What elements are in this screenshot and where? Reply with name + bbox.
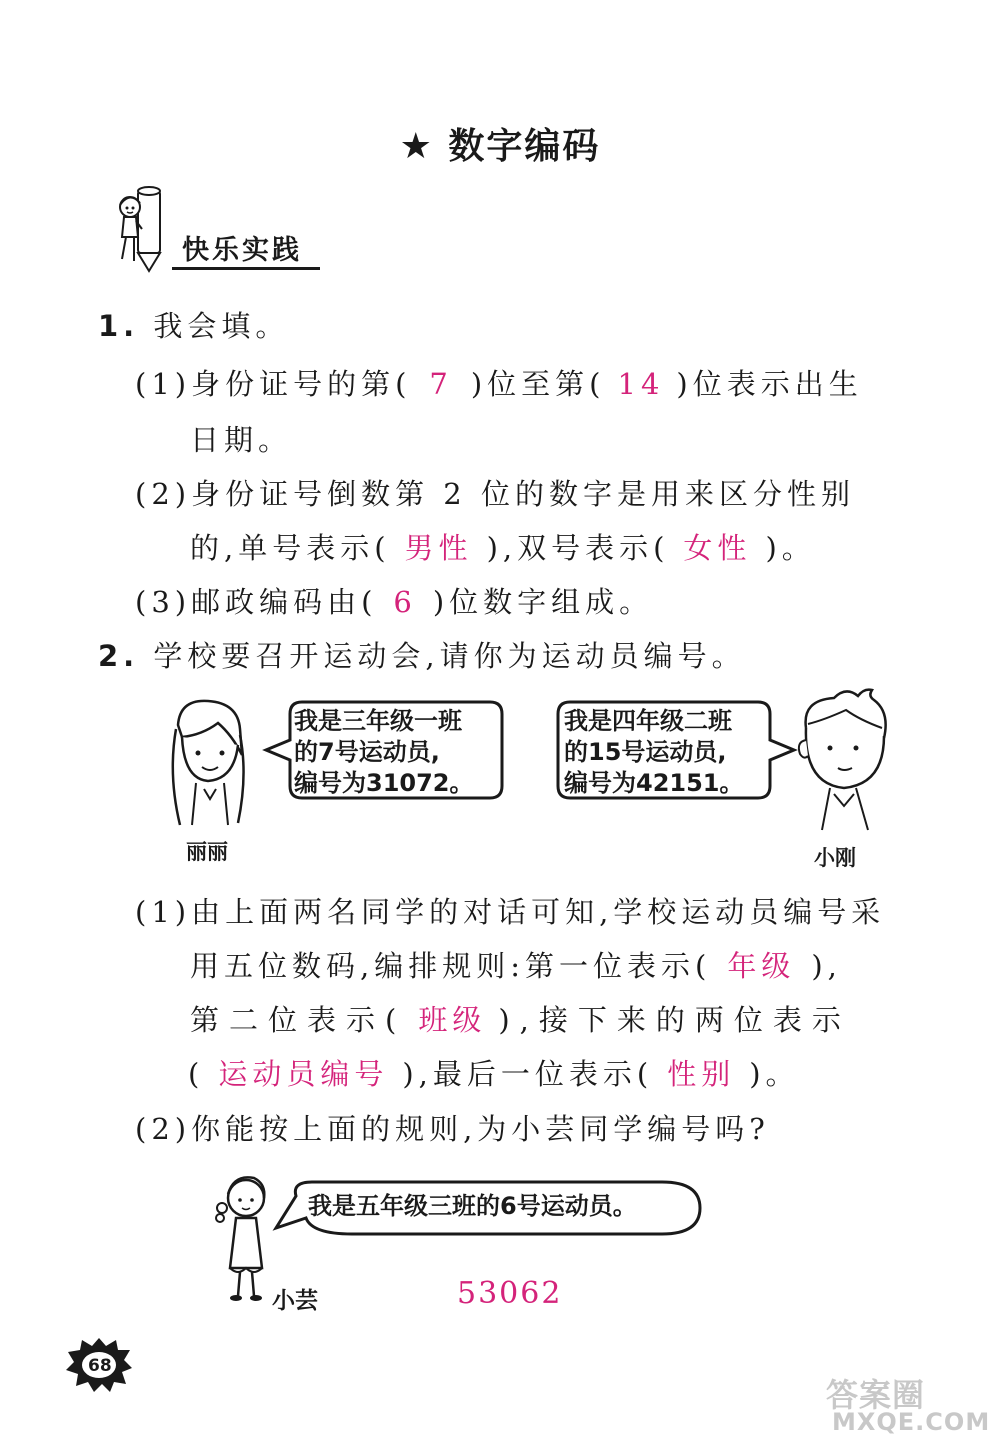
q1-text: 我会填。 (153, 309, 290, 343)
q1-p3-answer: 6 (393, 585, 417, 619)
lili-speech-line3: 编号为31072。 (294, 769, 474, 797)
xiaogang-speech-line1: 我是四年级二班 (564, 707, 732, 735)
q2-p1-answer1: 年级 (727, 949, 796, 983)
lili-speech-line2: 的7号运动员, (294, 738, 440, 766)
q2-number: 2. (98, 639, 140, 673)
q1-heading (98, 304, 289, 345)
xiaoyun-answer: 53062 (457, 1276, 563, 1311)
q1-p2-answer2: 女性 (683, 531, 752, 565)
xiaoyun-name: 小芸 (272, 1288, 318, 1314)
xiaogang-speech-text (564, 706, 744, 799)
q2-p1-l2-pre: 用五位数码,编排规则:第一位表示( (190, 949, 712, 983)
q1-part1 (135, 362, 863, 403)
q1-p1-answer2: 14 (617, 367, 665, 401)
xiaoyun-girl-icon (214, 1168, 274, 1308)
q2-p2-text: (2)你能按上面的规则,为小芸同学编号吗? (135, 1112, 770, 1146)
q1-p2-post: )。 (765, 531, 816, 565)
q1-p1-answer1: 7 (429, 367, 453, 401)
q1-part2-line2 (190, 526, 816, 567)
q1-p2-pre: 的,单号表示( (190, 531, 391, 565)
q2-p1-answer2: 班级 (418, 1003, 487, 1037)
xiaogang-speech-line3: 编号为42151。 (564, 769, 744, 797)
q2-p1-l4-post: )。 (749, 1057, 800, 1091)
q1-p3-pre: (3)邮政编码由( (135, 585, 378, 619)
q2-p1-l3-post: ),接下来的两位表示 (498, 1003, 851, 1037)
q2-heading (98, 634, 746, 675)
q2-p1-l4-mid: ),最后一位表示( (402, 1057, 654, 1091)
q2-p1-line1: (1)由上面两名同学的对话可知,学校运动员编号采 (135, 895, 886, 929)
page-number: 68 (88, 1356, 112, 1376)
q1-part3 (135, 580, 653, 621)
page-title: ★ 数字编码 (399, 126, 601, 167)
q2-p1-l3-pre: 第二位表示( (190, 1003, 407, 1037)
section-underline (172, 267, 320, 270)
q2-p1-line2 (190, 944, 842, 985)
q2-p1-l4-pre: ( (188, 1057, 205, 1091)
pencil-girl-icon (112, 183, 172, 273)
q2-p1-line4 (188, 1052, 800, 1093)
q1-p2-mid: ),双号表示( (486, 531, 670, 565)
lili-speech-text (294, 706, 474, 799)
q2-text: 学校要召开运动会,请你为运动员编号。 (153, 639, 746, 673)
q1-p2-answer1: 男性 (404, 531, 473, 565)
q2-p1-l2-post: ), (811, 949, 842, 983)
q1-p1-mid: )位至第( (470, 367, 606, 401)
q2-p1-answer3: 运动员编号 (218, 1057, 389, 1091)
q1-p1-continuation: 日期。 (190, 423, 293, 457)
watermark-line2: MXQE.COM (832, 1408, 991, 1436)
watermark-line1: 答案圈 (826, 1376, 926, 1414)
q1-number: 1. (98, 309, 140, 343)
section-label: 快乐实践 (182, 235, 302, 266)
lili-name: 丽丽 (186, 840, 228, 864)
xiaoyun-speech-text: 我是五年级三班的6号运动员。 (308, 1192, 637, 1220)
q2-p1-line3 (190, 998, 851, 1039)
lili-speech-line1: 我是三年级一班 (294, 707, 462, 735)
q1-p1-post: )位表示出生 (676, 367, 863, 401)
q2-p1-answer4: 性别 (667, 1057, 736, 1091)
lili-girl-icon (158, 695, 250, 835)
xiaogang-speech-line2: 的15号运动员, (564, 738, 727, 766)
xiaogang-boy-icon (794, 684, 894, 834)
q1-p1-pre: (1)身份证号的第( (135, 367, 412, 401)
xiaogang-name: 小刚 (814, 846, 856, 870)
q1-p3-post: )位数字组成。 (432, 585, 654, 619)
q1-p2-line1: (2)身份证号倒数第 2 位的数字是用来区分性别 (135, 477, 855, 511)
